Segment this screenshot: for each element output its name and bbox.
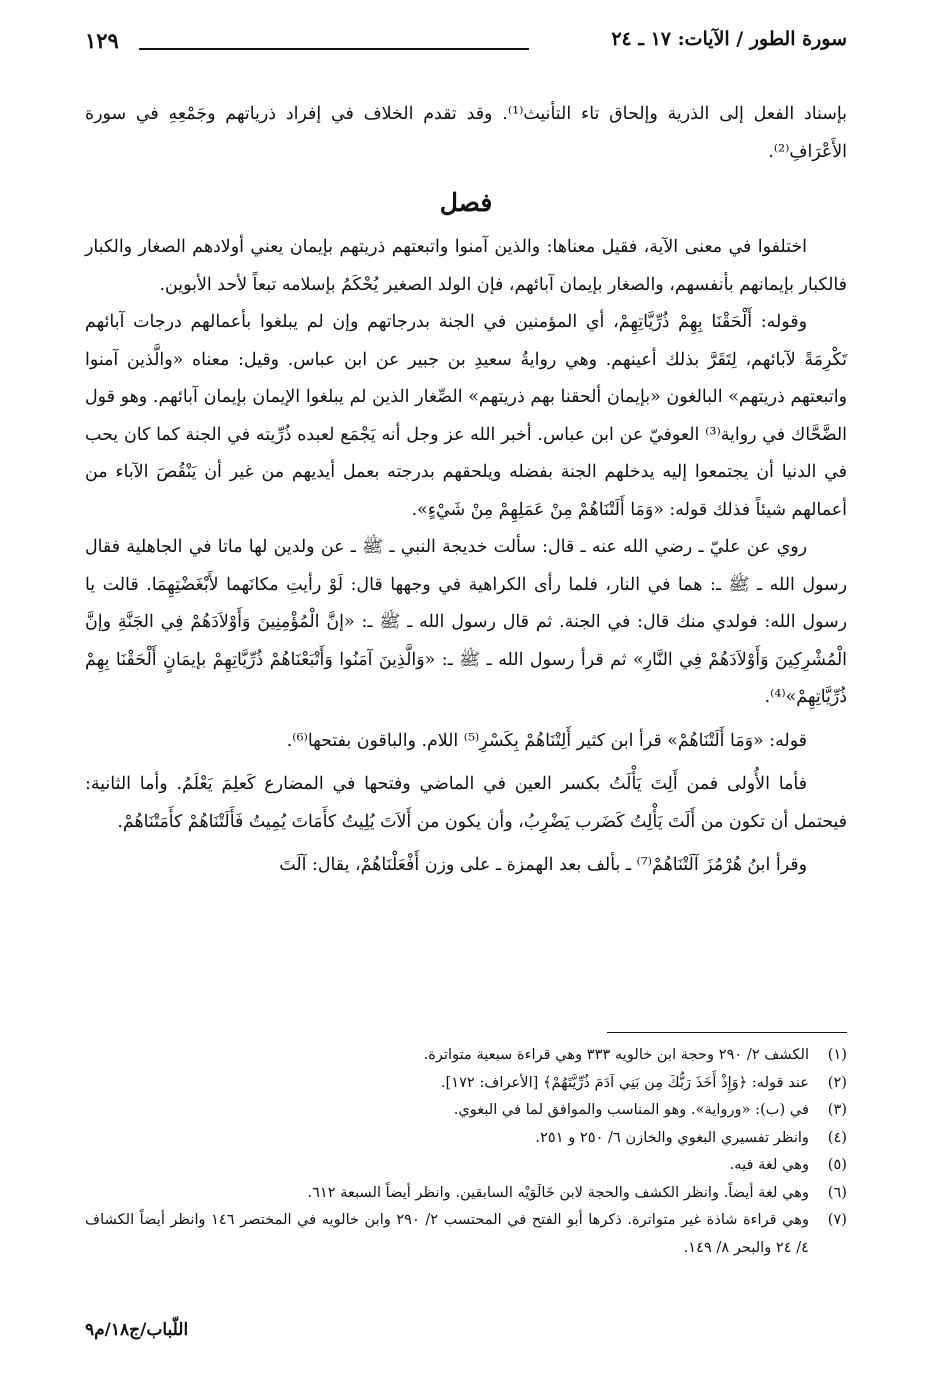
page-number: ١٢٩ xyxy=(85,28,119,53)
signature-mark: اللّباب/ج١٨/م٩ xyxy=(85,1320,189,1340)
footnote-number: (١) xyxy=(827,1046,847,1063)
footnote xyxy=(85,1096,847,1124)
footnote xyxy=(85,1041,847,1069)
footnote-number: (٢) xyxy=(827,1073,847,1091)
footnote xyxy=(85,1069,847,1097)
paragraph-2: اختلفوا في معنى الآية، فقيل معناها: والذين آمنوا واتبعتهم ذريتهم بإيمان يعني أولادهم الصغار والكبار فالكبار بإيمانهم بأنفسهم، والصغار بإيمان آبائهم، فإن الولد الصغير يُحْكَمُ بإسلامه تبعاً لأحد الأبوين. xyxy=(85,237,847,295)
footnote-separator xyxy=(607,1032,847,1033)
paragraph-5: قوله: «وَمَا أَلَتْنَاهُمْ» قرأ ابن كثير أَلِتْنَاهُمْ بِكَسْرِ⁽⁵⁾ اللام. والباقون بفتحها⁽⁶⁾. xyxy=(286,730,807,751)
header-rule xyxy=(139,48,529,50)
footnote-number: (٦) xyxy=(827,1183,847,1201)
footnote-text: وانظر تفسيري البغوي والخازن ٦/ ٢٥٠ و ٢٥١. xyxy=(535,1128,809,1146)
footnote-text: في (ب): «ورواية». وهو المناسب والموافق لما في البغوي. xyxy=(453,1101,809,1118)
footnote-number: (٧) xyxy=(827,1211,847,1228)
footnote xyxy=(85,1206,847,1261)
footnote-text: عند قوله: ﴿وَإِذْ أَخَذَ رَبُّكَ مِن بَنِي آدَمَ ذُرِّيَّتَهُمْ﴾ [الأعراف: ١٧٢]. xyxy=(440,1073,809,1091)
footnotes xyxy=(85,1041,847,1261)
footnote xyxy=(85,1151,847,1179)
page-header xyxy=(85,28,847,62)
footnote-text: الكشف ٢/ ٢٩٠ وحجة ابن خالويه ٣٣٣ وهي قراءة سبعية متواترة. xyxy=(423,1046,809,1063)
footnote-text: وهي لغة أيضاً. وانظر الكشف والحجة لابن خَالَوَيْه السابقين. وانظر أيضاً السبعة ٦١٢. xyxy=(307,1183,809,1201)
paragraph-4: روي عن عليّ ـ رضي الله عنه ـ قال: سألت خديجة النبي ـ ﷺ ـ عن ولدين لها ماتا في الجاهلية فقال رسول الله ـ ﷺ ـ: هما في النار، فلما رأى الكراهية في وجهها قال: لَوْ رأيتِ مكانَهما لأَبْغَضْتِهِمَا. قالت يا رسول الله: فولدي منك قال: في الجنة. ثم قال رسول الله ـ ﷺ ـ: «إنَّ الْمُؤْمِنِينَ وَأَوْلاَدَهُمْ فِي الجَنَّةِ وإنَّ الْمُشْرِكِينَ وَأَوْلاَدَهُمْ فِي النَّارِ» ثم قرأ رسول الله ـ ﷺ ـ: «وَالَّذِينَ آمَنُوا وَأَتْبَعْنَاهُمْ ذُرِّيَّاتِهِمْ بإيمَانٍ أَلْحَقْنَا بِهِمْ ذُرِّيَّاتِهِمْ»⁽⁴⁾. xyxy=(85,537,847,707)
footnote-text: وهي لغة فيه. xyxy=(729,1156,809,1173)
footnote-text: وهي قراءة شاذة غير متواترة. ذكرها أبو الفتح في المحتسب ٢/ ٢٩٠ وابن خالويه في المختصر ١٤٦ وانظر أيضاً الكشاف ٤/ ٢٤ والبحر ٨/ ١٤٩. xyxy=(85,1211,810,1256)
footnote-number: (٣) xyxy=(827,1101,847,1118)
running-title: سورة الطور / الآيات: ١٧ ـ ٢٤ xyxy=(611,28,847,50)
paragraph-6: فأما الأُولى فمن أَلِتَ يَأْلَتُ بكسر العين في الماضي وفتحها في المضارع كَعلِمَ يَعْلَمُ. وأما الثانية: فيحتمل أن تكون من أَلَتَ يَأْلِتُ كَضَرب يَضْرِبُ، وأن يكون من أَلاَتَ يُلِيتُ كأَمَاتَ يُمِيتُ فَأَلَتْنَاهُمْ كأَمَتْنَاهُمْ. xyxy=(85,774,847,832)
footnote xyxy=(85,1124,847,1152)
footnote-number: (٤) xyxy=(827,1128,847,1146)
paragraph-3: وقوله: أَلْحَقْنَا بِهِمْ ذُرِّيَّاتِهِمْ، أي المؤمنين في الجنة بدرجاتهم وإن لم يبلغوا بأعمالهم درجات آبائهم تَكْرِمَةً لآبائهم، لِتَقَرَّ بذلك أعينهم. وهي روايةُ سعيدِ بن جبير عن ابن عباس. وقيل: معناه «والَّذين آمنوا واتبعتهم ذريتهم» البالغون «بإيمان ألحقنا بهم ذريتهم» الصِّغار الذين لم يبلغوا الإيمان بإيمان آبائهم. وهو قول الضَّحَّاك في رواية⁽³⁾ العوفيّ عن ابن عباس. أخبر الله عز وجل أنه يَجْمَع لعبده ذُرِّيته في الجنة كما كان يحب في الدنيا أن يجتمعوا إليه يدخلهم الجنة بفضله ويلحقهم بدرجته بعمل أيديهم من غير أن يَنْقُصَ الآباء من أعمالهم شيئاً فذلك قوله: «وَمَا أَلَتْنَاهُمْ مِنْ عَمَلِهِمْ مِنْ شَيْءٍ». xyxy=(85,312,847,520)
footnote xyxy=(85,1179,847,1207)
main-text xyxy=(85,96,847,885)
footnote-number: (٥) xyxy=(827,1156,847,1173)
paragraph-7: وقرأ ابنُ هُرْمُزَ آلَتْنَاهُمْ⁽⁷⁾ ـ بألف بعد الهمزة ـ على وزن أَفْعَلْنَاهُمْ، يقال: آلَتَ xyxy=(279,855,807,875)
paragraph-1: بإسناد الفعل إلى الذرية وإلحاق تاء التأنيث⁽¹⁾. وقد تقدم الخلاف في إفراد ذرياتهم وجَمْعِهِ في سورة الأَعْرَافِ⁽²⁾. xyxy=(85,104,848,162)
section-heading: فصل xyxy=(439,188,493,217)
